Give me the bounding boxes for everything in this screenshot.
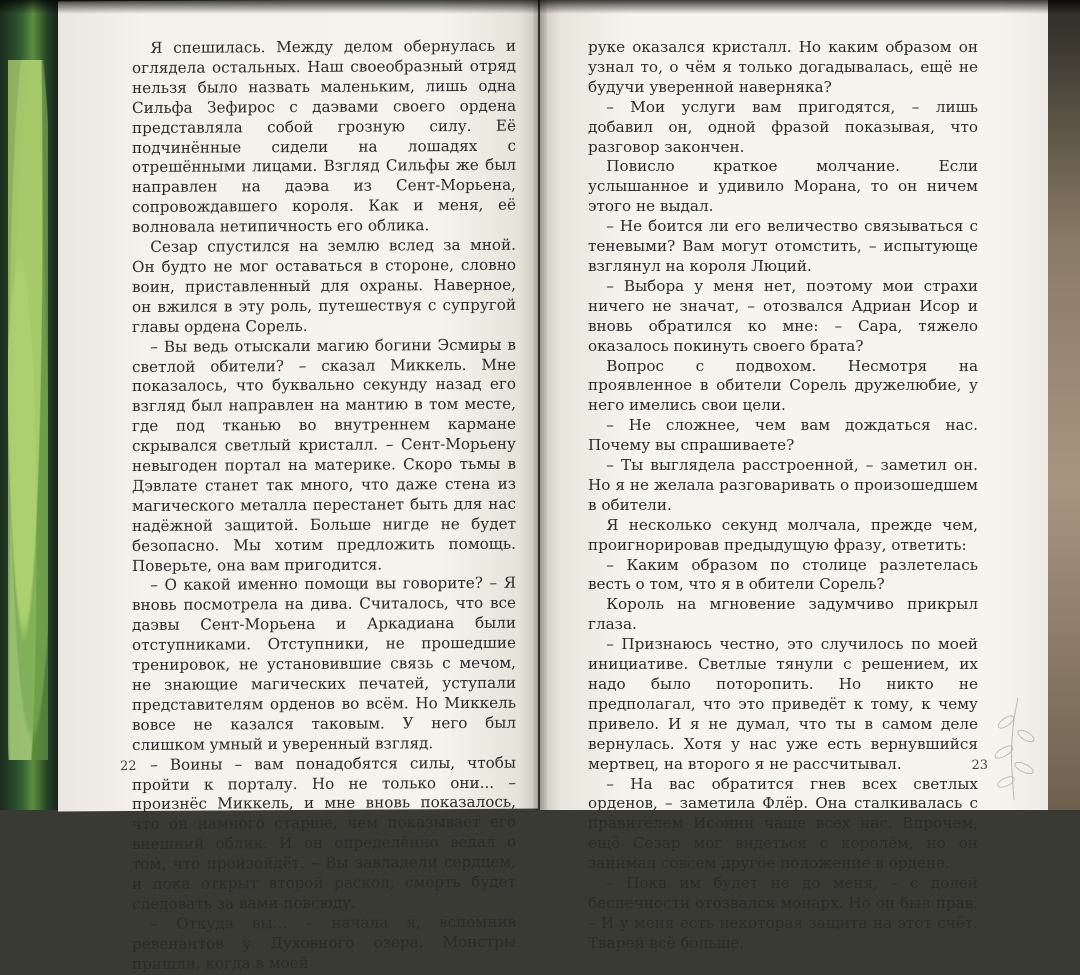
paragraph: – Не сложнее, чем вам дождаться нас. Почему вы спрашиваете?: [588, 416, 978, 455]
page-number-right: 23: [971, 758, 988, 774]
paragraph: Вопрос с подвохом. Несмотря на проявленное в обители Сорель дружелюбие, у него имелись свои цели.: [588, 356, 978, 415]
book-cover-edge: [0, 0, 60, 810]
paragraph: – Воины – вам понадобятся силы, чтобы пройти к порталу. Но не только они... – произнёс Миккель, и мне вновь показалось, что он намного старше, чем показывает его внешний облик. И он определённо ведал о том, что произойдёт. – Вы завладели сердцем, и пока открыт второй раскол, смерть будет следовать за вами повсюду.: [132, 753, 516, 913]
leaf-ornament-icon: [984, 692, 1040, 802]
paragraph: Повисло краткое молчание. Если услышанное и удивило Морана, то он ничем этого не выдал.: [588, 157, 978, 216]
book-gutter: [533, 0, 547, 810]
paragraph: Я спешилась. Между делом обернулась и оглядела остальных. Наш своеобразный отряд нельзя было назвать маленьким, лишь одна Сильфа Зефирос с даэвами своего ордена представляла собой грозную силу. Её подчинённые сидели на лошадях с отрешёнными лицами. Взгляд Сильфы же был направлен на даэва из Сент-Морьена, сопровождавшего короля. Как и меня, её волновала нетипичность его облика.: [132, 36, 516, 237]
paragraph: – Мои услуги вам пригодятся, – лишь добавил он, одной фразой показывая, что разговор закончен.: [588, 97, 978, 156]
paragraph: Сезар спустился на землю вслед за мной. Он будто не мог оставаться в стороне, словно воин, приставленный для охраны. Наверное, он вжился в эту роль, путешествуя с супругой главы ордена Сорель.: [132, 235, 516, 336]
paragraph: Король на мгновение задумчиво прикрыл глаза.: [588, 595, 978, 634]
paragraph: руке оказался кристалл. Но каким образом он узнал то, о чём я только догадывалась, ещё не будучи уверенной наверняка?: [588, 38, 978, 96]
right-page-text: [588, 38, 978, 954]
paragraph: Я несколько секунд молчала, прежде чем, проигнорировав предыдущую фразу, ответить:: [588, 515, 978, 554]
paragraph: – Ты выглядела расстроенной, – заметил он. Но я не желала разговаривать о произошедшем в обители.: [588, 456, 978, 514]
paragraph: – Каким образом по столице разлетелась весть о том, что я в обители Сорель?: [588, 555, 978, 594]
paragraph: – Признаюсь честно, это случилось по моей инициативе. Светлые тянули с решением, их надо было поторопить. Но никто не предполагал, что это приведёт к тому, к чему привело. И я не думал, что ты в самом деле вернулась. Хотя у нас уже есть вернувшийся мертвец, на второго я не рассчитывал.: [588, 635, 978, 773]
paragraph: – На вас обратится гнев всех светлых орденов, – заметила Флёр. Она сталкивалась с правителем Исонии чаще всех нас. Впрочем, ещё Сезар мог видеться с королём, но он занимал совсем другое положение в ордене.: [588, 774, 978, 873]
top-shadow: [0, 0, 1080, 14]
page-number-left: 22: [120, 759, 137, 775]
left-page: [58, 0, 538, 973]
paragraph: – Выбора у меня нет, поэтому мои страхи ничего не значат, – отозвался Адриан Исор и вновь обратился ко мне: – Сара, тяжело оказалось покинуть своего брата?: [588, 276, 978, 355]
paragraph: – Пока им будет не до меня, – с долей беспечности отозвался монарх. Но он был прав. – И у меня есть некоторая защита на этот счёт. Тварей всё больше.: [588, 874, 978, 952]
paragraph: – Не боится ли его величество связываться с теневыми? Вам могут отомстить, – испытующе взглянул на короля Люций.: [588, 217, 978, 275]
paragraph: – Вы ведь отыскали магию богини Эсмиры в светлой обители? – сказал Миккель. Мне показалось, что буквально секунду назад его взгляд был направлен на мантию в том месте, где под тканью во внутреннем кармане скрывался светлый кристалл. – Сент-Морьену невыгоден портал на материке. Скоро тьмы в Дэвлате станет так много, что даже стена из магического металла перестанет быть для нас надёжной защитой. Больше нигде не будет безопасно. Мы хотим предложить помощь. Поверьте, она вам пригодится.: [132, 335, 516, 575]
right-page: [540, 0, 1048, 952]
paragraph: – О какой именно помощи вы говорите? – Я вновь посмотрела на дива. Считалось, что все даэвы Сент-Морьена и Аркадиана были отступниками. Отступники, не прошедшие тренировок, не установившие связь с мечом, не знающие магических печатей, уступали представителям орденов во всём. Но Миккель вовсе не казался таковым. У него был слишком умный и уверенный взгляд.: [132, 574, 516, 754]
paragraph: – Откуда вы... – начала я, вспомнив ревенантов у Духовного озера. Монстры пришли, когда в моей: [132, 912, 516, 973]
left-page-text: [132, 37, 516, 975]
